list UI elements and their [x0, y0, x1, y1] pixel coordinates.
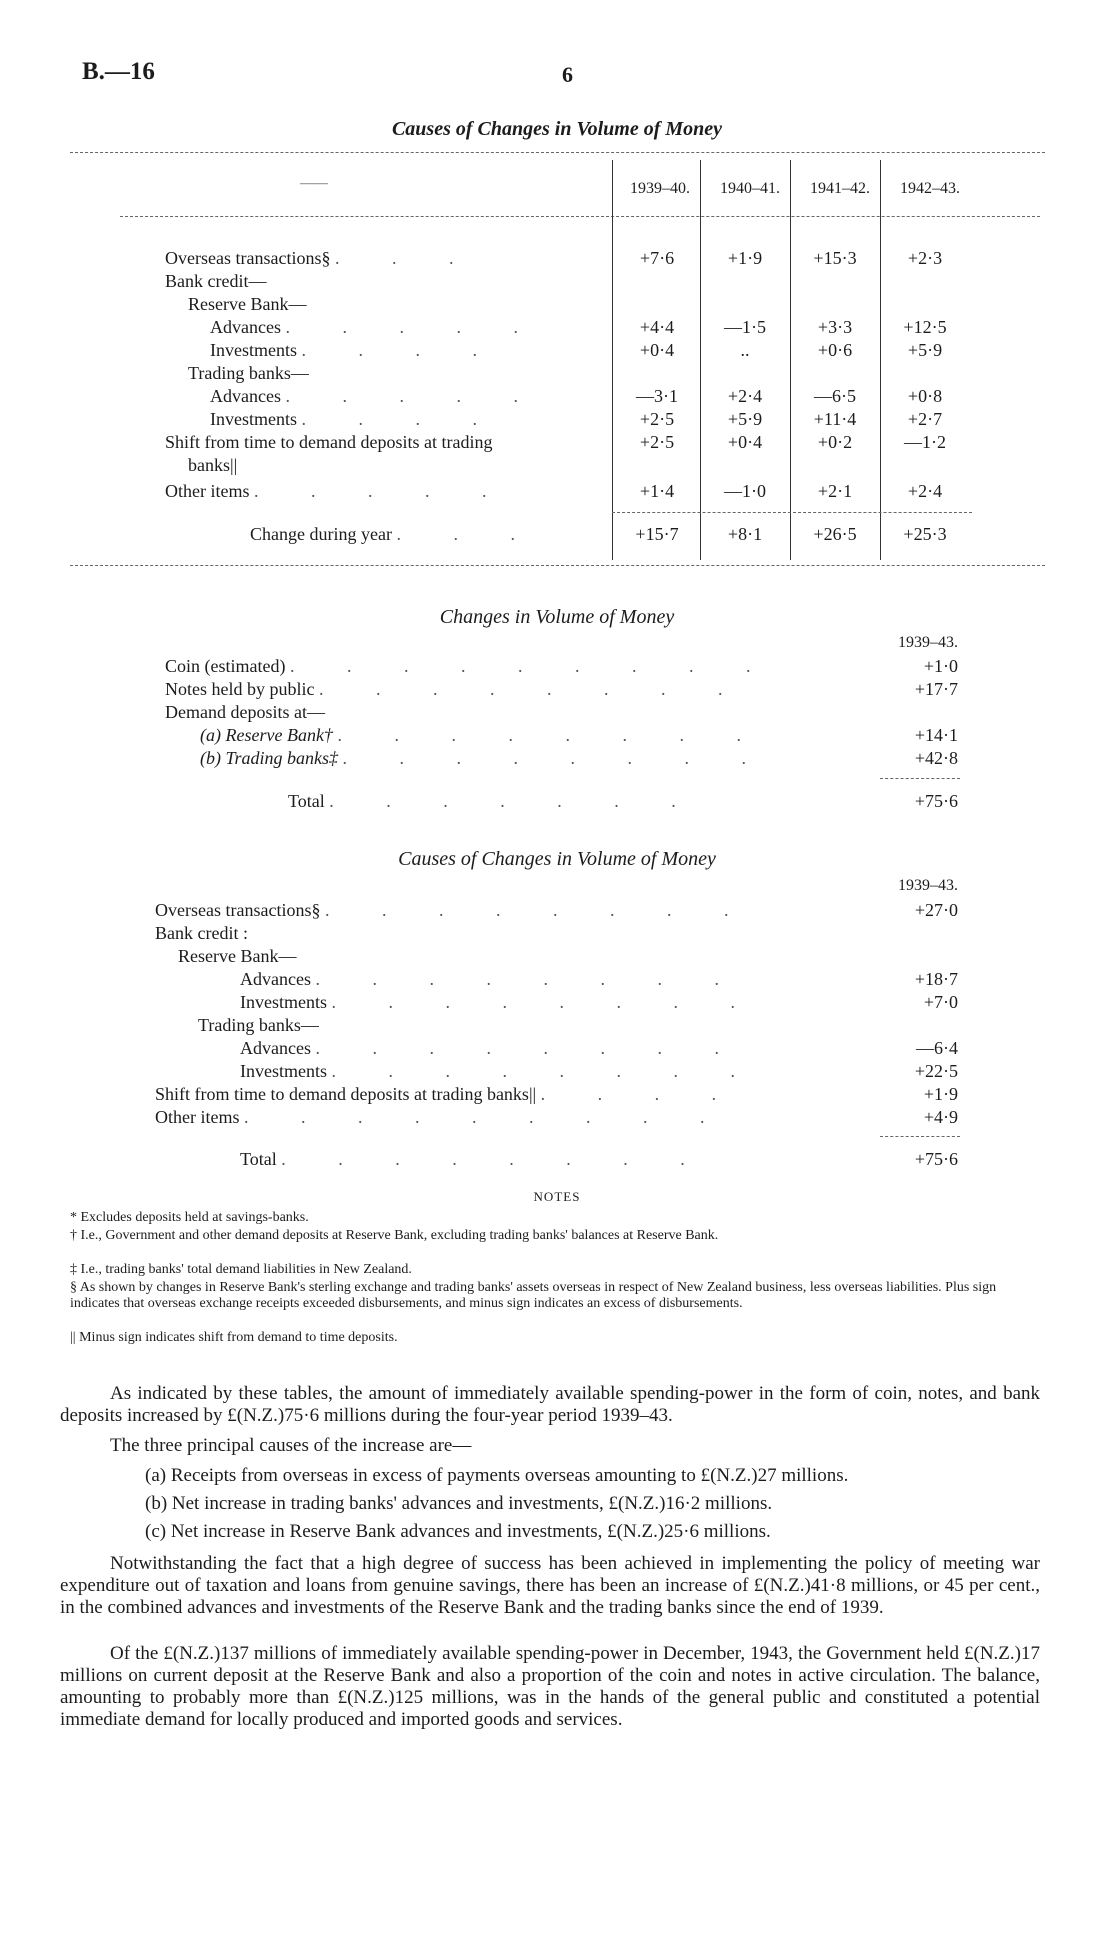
table3-row-label: Shift from time to demand deposits at trading banks|| . . . .	[155, 1084, 741, 1104]
body-list-item: (c) Net increase in Reserve Bank advances and investments, £(N.Z.)25·6 millions.	[145, 1521, 771, 1542]
table1-cell: —1·5	[724, 317, 766, 337]
table1-title: Causes of Changes in Volume of Money	[391, 118, 723, 140]
table3-total-label: Total . . . . . . . .	[240, 1149, 709, 1169]
table1-header-blank: ——	[300, 176, 328, 191]
table1-header-rule	[120, 216, 1040, 217]
table1-cell: +11·4	[813, 409, 857, 429]
body-list-item: (a) Receipts from overseas in excess of payments overseas amounting to £(N.Z.)27 millions.	[145, 1465, 849, 1486]
note-item: * Excludes deposits held at savings-banks.	[70, 1210, 309, 1225]
table1-row-label: Reserve Bank—	[188, 294, 307, 314]
notes-heading: NOTES	[533, 1189, 581, 1204]
table1-col-1940-41: 1940–41.	[720, 180, 780, 197]
table3-row-label: Trading banks—	[198, 1015, 319, 1035]
table3-row-label: Advances . . . . . . . .	[240, 969, 743, 989]
table1-cell: —1·0	[724, 481, 766, 501]
table2-total-rule	[880, 778, 960, 779]
table3-row-label: Advances . . . . . . . .	[240, 1038, 743, 1058]
table1-cell: +15·3	[813, 248, 857, 268]
table1-bottom-rule	[70, 565, 1045, 566]
table1-row-label: Overseas transactions§ . . .	[165, 248, 478, 268]
table1-row-label: Advances . . . . .	[210, 386, 542, 406]
table3-total-rule	[880, 1136, 960, 1137]
table1-cell: +0·6	[817, 340, 853, 360]
table1-cell: +5·9	[907, 340, 943, 360]
table3-row-label: Investments . . . . . . . .	[240, 992, 759, 1012]
table2-row-label: Notes held by public . . . . . . . .	[165, 679, 747, 699]
table3-row-value: +7·0	[923, 992, 958, 1012]
table3-row-label: Reserve Bank—	[178, 946, 297, 966]
table2-title: Changes in Volume of Money	[439, 606, 675, 628]
table3-title: Causes of Changes in Volume of Money	[398, 848, 716, 870]
table1-cell: +2·5	[639, 409, 675, 429]
table1-cell: ..	[740, 340, 750, 360]
table1-cell: +7·6	[639, 248, 675, 268]
table2-row-label: Demand deposits at—	[165, 702, 325, 722]
table1-cell: +0·2	[817, 432, 853, 452]
table3-row-value: +22·5	[914, 1061, 958, 1081]
table1-row-label: Investments . . . .	[210, 340, 501, 360]
table2-col-1939-43: 1939–43.	[898, 634, 958, 651]
note-item: § As shown by changes in Reserve Bank's sterling exchange and trading banks' assets overseas in respect of New Zealand business, less overseas liabilities. Plus sign indicates that overseas exchange receipts exceeded disbursements, and minus sign indicates an excess of disbursements.	[70, 1280, 997, 1311]
table1-row-label: Bank credit—	[165, 271, 267, 291]
table1-cell: +0·4	[639, 340, 675, 360]
table1-cell: +0·8	[907, 386, 943, 406]
table1-row-label: Advances . . . . .	[210, 317, 542, 337]
table1-total-label: Change during year . . .	[250, 524, 539, 544]
body-paragraph: Of the £(N.Z.)137 millions of immediately available spending-power in December, 1943, the Government held £(N.Z.)17 millions on current deposit at the Reserve Bank and also a proportion of the coin and notes in active circulation. The balance, amounting to probably more than £(N.Z.)125 millions, was in the hands of the general public and constituted a potential immediate demand for locally produced and imported goods and services.	[60, 1643, 1040, 1730]
table3-row-value: +1·9	[923, 1084, 958, 1104]
table3-row-value: +4·9	[923, 1107, 958, 1127]
body-paragraph: Notwithstanding the fact that a high degree of success has been achieved in implementing the policy of meeting war expenditure out of taxation and loans from genuine savings, there has been an increase of £(N.Z.)41·8 millions, or 45 per cent., in the combined advances and investments of the Reserve Bank and the trading banks since the end of 1939.	[60, 1553, 1040, 1618]
table1-cell: +2·4	[907, 481, 943, 501]
note-item: ‡ I.e., trading banks' total demand liabilities in New Zealand.	[70, 1262, 412, 1277]
table1-cell: —1·2	[904, 432, 946, 452]
page-number: 6	[562, 62, 573, 87]
table1-col-1939-40: 1939–40.	[630, 180, 690, 197]
table1-cell: +2·7	[907, 409, 943, 429]
table2-row-value: +1·0	[923, 656, 958, 676]
table1-row-label: Trading banks—	[188, 363, 309, 383]
note-item: † I.e., Government and other demand deposits at Reserve Bank, excluding trading banks' balances at Reserve Bank.	[70, 1228, 719, 1243]
body-paragraph: The three principal causes of the increase are—	[110, 1435, 472, 1456]
table1-total-cell: +8·1	[727, 524, 763, 544]
table1-cell: —3·1	[636, 386, 678, 406]
table3-total-value: +75·6	[914, 1149, 958, 1169]
table2-row-value: +17·7	[914, 679, 958, 699]
table3-row-value: +18·7	[914, 969, 958, 989]
table1-cell: +0·4	[727, 432, 763, 452]
table1-col-1942-43: 1942–43.	[900, 180, 960, 197]
table3-row-label: Investments . . . . . . . .	[240, 1061, 759, 1081]
table2-row-label: Coin (estimated) . . . . . . . . .	[165, 656, 775, 676]
table2-row-value: +42·8	[914, 748, 958, 768]
body-paragraph: As indicated by these tables, the amount of immediately available spending-power in the form of coin, notes, and bank deposits increased by £(N.Z.)75·6 millions during the four-year period 1939–43.	[60, 1383, 1040, 1426]
table1-cell: +1·4	[639, 481, 675, 501]
table1-cell: +12·5	[903, 317, 947, 337]
table3-row-label: Other items . . . . . . . . .	[155, 1107, 729, 1127]
table1-total-cell: +26·5	[813, 524, 857, 544]
table1-cell: +5·9	[727, 409, 763, 429]
table2-total-value: +75·6	[914, 791, 958, 811]
table2-total-label: Total . . . . . . .	[288, 791, 700, 811]
table1-cell: +1·9	[727, 248, 763, 268]
table3-row-label: Bank credit :	[155, 923, 248, 943]
table3-row-value: +27·0	[914, 900, 958, 920]
table3-col-1939-43: 1939–43.	[898, 877, 958, 894]
table1-row-label: Investments . . . .	[210, 409, 501, 429]
table1-row-label: Other items . . . . .	[165, 481, 511, 501]
table1-cell: +2·3	[907, 248, 943, 268]
note-item: || Minus sign indicates shift from demand to time deposits.	[70, 1330, 398, 1345]
table3-row-value: —6·4	[916, 1038, 958, 1058]
table1-total-cell: +15·7	[635, 524, 679, 544]
table1-total-rule	[612, 512, 972, 513]
body-list-item: (b) Net increase in trading banks' advances and investments, £(N.Z.)16·2 millions.	[145, 1493, 773, 1514]
table2-row-label: (b) Trading banks‡ . . . . . . . .	[200, 748, 771, 768]
table1-cell: +2·1	[817, 481, 853, 501]
table1-col-1941-42: 1941–42.	[810, 180, 870, 197]
table2-row-value: +14·1	[914, 725, 958, 745]
table1-row-label: Shift from time to demand deposits at trading	[165, 432, 493, 452]
document-reference: B.—16	[82, 58, 155, 85]
table1-cell: +4·4	[639, 317, 675, 337]
table1-row-label: banks||	[188, 455, 238, 475]
table1-total-cell: +25·3	[903, 524, 947, 544]
table1-top-rule	[70, 152, 1045, 153]
table1-cell: —6·5	[814, 386, 856, 406]
table2-row-label: (a) Reserve Bank† . . . . . . . .	[200, 725, 765, 745]
table1-cell: +2·4	[727, 386, 763, 406]
table1-cell: +3·3	[817, 317, 853, 337]
table3-row-label: Overseas transactions§ . . . . . . . .	[155, 900, 753, 920]
table1-cell: +2·5	[639, 432, 675, 452]
